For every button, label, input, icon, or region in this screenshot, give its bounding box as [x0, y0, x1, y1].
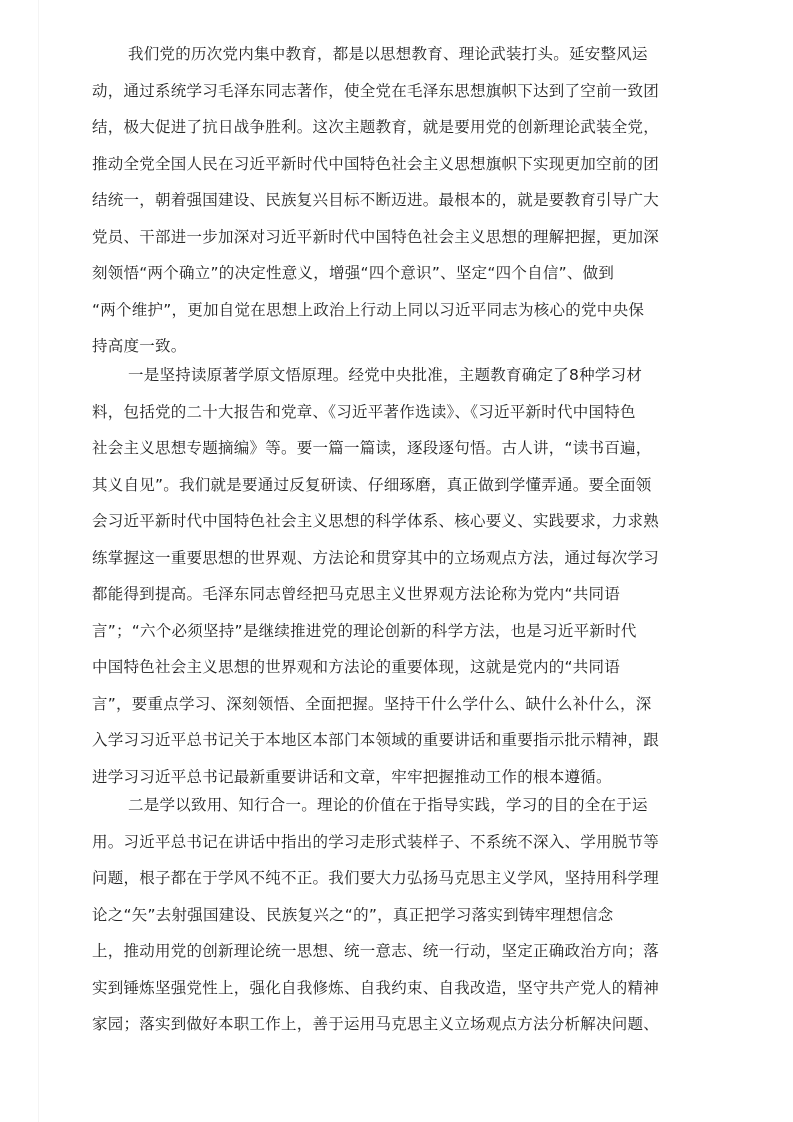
- text-line: 问题，根子都在于学风不纯不正。我们要大力弘扬马克思主义学风，坚持用科学理: [92, 869, 660, 887]
- text-line: 言”，要重点学习、深刻领悟、全面把握。坚持干什么学什么、缺什么补什么，深: [92, 694, 652, 713]
- text-line: 都能得到提高。毛泽东同志曾经把马克思主义世界观方法论称为党内“共同语: [92, 585, 621, 603]
- text-line: 刻领悟“两个确立”的决定性意义，增强“四个意识”、坚定“四个自信”、做到: [92, 264, 615, 282]
- text-line: 结，极大促进了抗日战争胜利。这次主题教育，就是要用党的创新理论武装全党，: [92, 118, 660, 136]
- text-line: 推动全党全国人民在习近平新时代中国特色社会主义思想旗帜下实现更加空前的团: [92, 154, 660, 173]
- text-line: 我们党的历次党内集中教育，都是以思想教育、理论武装打头。延安整风运: [128, 45, 648, 63]
- paragraph-read-original-works: [92, 357, 712, 795]
- text-line: 上，推动用党的创新理论统一思想、统一意志、统一行动，坚定正确政治方向；落: [92, 942, 660, 960]
- text-line: 党员、干部进一步加深对习近平新时代中国特色社会主义思想的理解把握，更加深: [92, 227, 660, 246]
- text-line: 论之“矢”去射强国建设、民族复兴之“的”，真正把学习落实到铸牢理想信念: [92, 905, 614, 924]
- text-line: 二是学以致用、知行合一。理论的价值在于指导实践，学习的目的全在于运: [128, 796, 648, 814]
- text-line: 家园；落实到做好本职工作上，善于运用马克思主义立场观点方法分析解决问题、: [92, 1015, 660, 1033]
- text-line: 用。习近平总书记在讲话中指出的学习走形式装样子、不系统不深入、学用脱节等: [92, 832, 660, 851]
- text-line: 社会主义思想专题摘编》等。要一篇一篇读，逐段逐句悟。古人讲，“读书百遍，: [92, 439, 652, 457]
- paragraph-theme-education-purpose: [92, 36, 712, 365]
- text-line: 结统一，朝着强国建设、民族复兴目标不断迈进。最根本的，就是要教育引导广大: [92, 191, 660, 209]
- text-line: 其义自见”。我们就是要通过反复研读、仔细琢磨，真正做到学懂弄通。要全面领: [92, 475, 652, 494]
- text-line: 言”；“六个必须坚持”是继续推进党的理论创新的科学方法，也是习近平新时代: [92, 621, 637, 640]
- text-line: 中国特色社会主义思想的世界观和方法论的重要体现，这就是党内的“共同语: [92, 658, 621, 676]
- paragraph-learning-for-application: [92, 787, 712, 1043]
- text-line: 料，包括党的二十大报告和党章、《习近平著作选读》、《习近平新时代中国特色: [92, 402, 636, 421]
- text-line: 一是坚持读原著学原文悟原理。经党中央批准，主题教育确定了8种学习材: [128, 366, 643, 384]
- text-line: 入学习习近平总书记关于本地区本部门本领域的重要讲话和重要指示批示精神，跟: [92, 731, 660, 749]
- text-line: 持高度一致。: [92, 337, 187, 355]
- text-line: 实到锤炼坚强党性上，强化自我修炼、自我约束、自我改造，坚守共产党人的精神: [92, 978, 660, 997]
- text-line: “两个维护”，更加自觉在思想上政治上行动上同以习近平同志为核心的党中央保: [92, 300, 645, 319]
- text-line: 练掌握这一重要思想的世界观、方法论和贯穿其中的立场观点方法，通过每次学习: [92, 548, 660, 567]
- text-line: 会习近平新时代中国特色社会主义思想的科学体系、核心要义、实践要求，力求熟: [92, 512, 660, 530]
- text-line: 动，通过系统学习毛泽东同志著作，使全党在毛泽东思想旗帜下达到了空前一致团: [92, 81, 660, 100]
- text-line: 进学习习近平总书记最新重要讲话和文章，牢牢把握推动工作的根本遵循。: [92, 767, 612, 786]
- page-margin-divider: [38, 0, 39, 1122]
